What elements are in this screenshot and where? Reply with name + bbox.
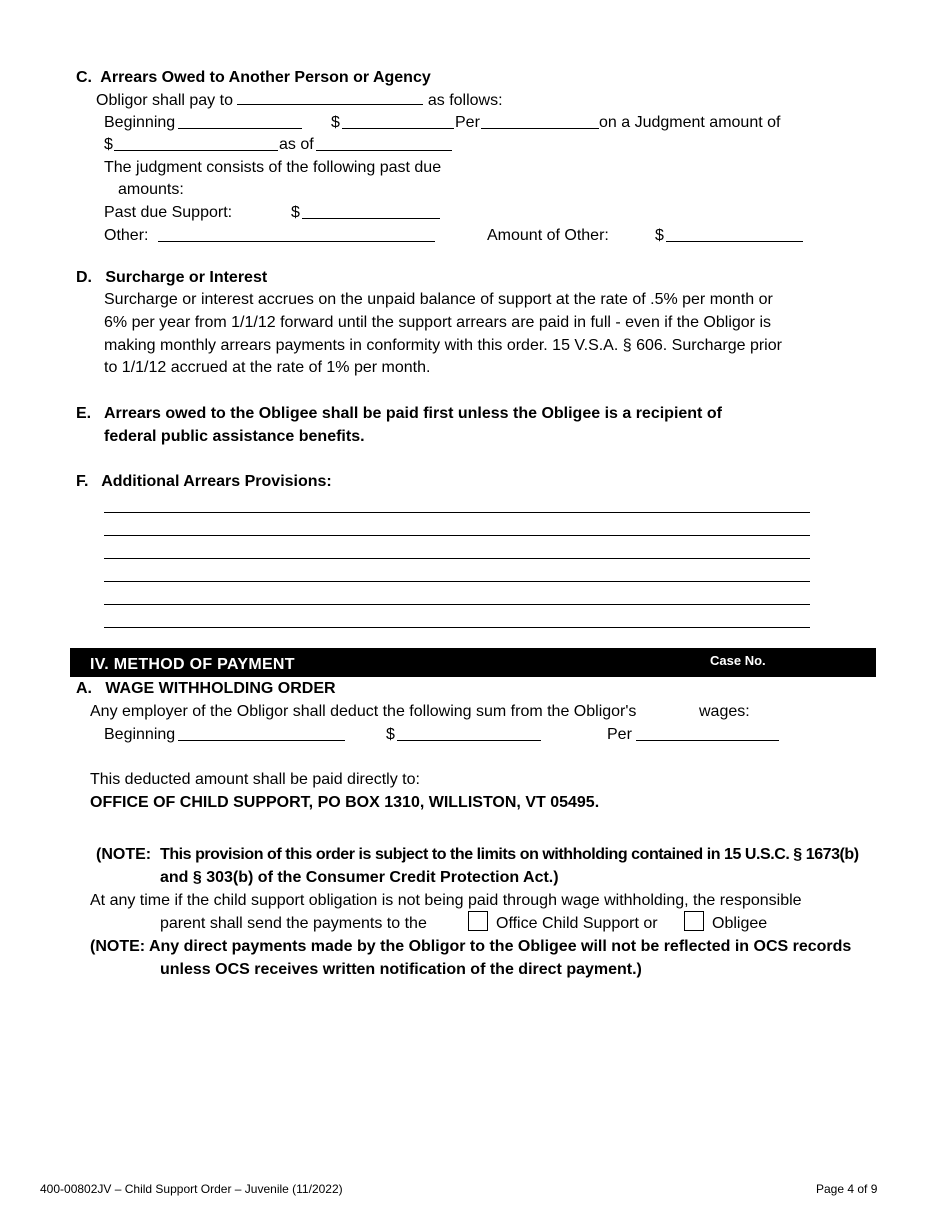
direct-payment-note: (NOTE: Any direct payments made by the Obligor to the Obligee will not be reflected in OCS records bbox=[90, 938, 852, 955]
section-iv-header bbox=[70, 648, 876, 677]
provision-line[interactable] bbox=[104, 581, 810, 582]
employer-text: Any employer of the Obligor shall deduct the following sum from the Obligor's bbox=[90, 703, 637, 720]
beginning-field[interactable] bbox=[178, 114, 302, 129]
pay-to-label: Obligor shall pay to bbox=[96, 92, 238, 109]
per-field[interactable] bbox=[481, 114, 599, 129]
ocs-address: OFFICE OF CHILD SUPPORT, PO BOX 1310, WILLISTON, VT 05495. bbox=[90, 794, 600, 811]
per-label: Per bbox=[455, 114, 480, 131]
dollar-sign: $ bbox=[386, 726, 395, 743]
section-e-letter: E. bbox=[76, 405, 92, 422]
wage-withholding-heading: A. WAGE WITHHOLDING ORDER bbox=[76, 680, 336, 697]
dollar-sign: $ bbox=[104, 136, 113, 153]
section-d-heading: D. Surcharge or Interest bbox=[76, 269, 268, 286]
note-label: (NOTE: bbox=[96, 846, 152, 863]
judgment-amount-field[interactable] bbox=[114, 136, 278, 151]
obligee-checkbox[interactable] bbox=[684, 911, 704, 931]
provision-line[interactable] bbox=[104, 604, 810, 605]
section-e-line: Arrears owed to the Obligee shall be paid first unless the Obligee is a recipient of bbox=[104, 405, 722, 422]
as-of-field[interactable] bbox=[316, 136, 452, 151]
surcharge-line: to 1/1/12 accrued at the rate of 1% per month. bbox=[104, 359, 431, 376]
other-field[interactable] bbox=[158, 227, 435, 242]
paid-to-text: This deducted amount shall be paid directly to: bbox=[90, 771, 420, 788]
beginning-label: Beginning bbox=[104, 114, 176, 131]
send-payments-text: parent shall send the payments to the bbox=[160, 915, 427, 932]
note-text: and § 303(b) of the Consumer Credit Protection Act.) bbox=[160, 869, 559, 886]
dollar-sign: $ bbox=[331, 114, 340, 131]
judgment-label: on a Judgment amount of bbox=[599, 114, 781, 131]
wage-beginning-label: Beginning bbox=[104, 726, 176, 743]
surcharge-line: making monthly arrears payments in conformity with this order. 15 V.S.A. § 606. Surcharge prior bbox=[104, 337, 782, 354]
dollar-sign: $ bbox=[291, 204, 300, 221]
dollar-sign: $ bbox=[655, 227, 664, 244]
pay-to-field[interactable] bbox=[237, 90, 423, 105]
wage-amount-field[interactable] bbox=[397, 726, 541, 741]
section-e-line: federal public assistance benefits. bbox=[104, 428, 365, 445]
pay-to-line bbox=[96, 90, 503, 111]
as-of-label: as of bbox=[279, 136, 314, 153]
amounts-text: amounts: bbox=[118, 181, 184, 198]
wages-text: wages: bbox=[699, 703, 750, 720]
any-time-text: At any time if the child support obligation is not being paid through wage withholding, the responsible bbox=[90, 892, 802, 909]
wage-per-label: Per bbox=[607, 726, 632, 743]
past-due-support-field[interactable] bbox=[302, 204, 440, 219]
note-text: This provision of this order is subject to the limits on withholding contained in 15 U.S.C. § 1673(b) bbox=[160, 846, 859, 863]
page-number: Page 4 of 9 bbox=[816, 1182, 878, 1196]
other-label: Other: bbox=[104, 227, 153, 244]
provision-line[interactable] bbox=[104, 558, 810, 559]
office-child-support-label: Office Child Support or bbox=[496, 915, 658, 932]
section-iv-title: IV. METHOD OF PAYMENT bbox=[90, 656, 295, 673]
section-f-heading: F. Additional Arrears Provisions: bbox=[76, 473, 332, 490]
direct-payment-note: unless OCS receives written notification of the direct payment.) bbox=[160, 961, 642, 978]
provision-line[interactable] bbox=[104, 627, 810, 628]
amount-of-other-field[interactable] bbox=[666, 227, 803, 242]
wage-beginning-field[interactable] bbox=[178, 726, 345, 741]
form-id: 400-00802JV – Child Support Order – Juvenile (11/2022) bbox=[40, 1182, 343, 1196]
as-follows-label: as follows: bbox=[423, 92, 503, 109]
amount-field[interactable] bbox=[342, 114, 454, 129]
provision-line[interactable] bbox=[104, 535, 810, 536]
wage-per-field[interactable] bbox=[636, 726, 779, 741]
amount-of-other-label: Amount of Other: bbox=[487, 227, 609, 244]
consists-text: The judgment consists of the following past due bbox=[104, 159, 442, 176]
case-number-label: Case No. bbox=[710, 653, 766, 668]
section-c-heading: C. Arrears Owed to Another Person or Agency bbox=[76, 69, 431, 86]
surcharge-line: 6% per year from 1/1/12 forward until the support arrears are paid in full - even if the Obligor is bbox=[104, 314, 771, 331]
provision-line[interactable] bbox=[104, 512, 810, 513]
obligee-label: Obligee bbox=[712, 915, 768, 932]
past-due-support-label: Past due Support: bbox=[104, 204, 233, 221]
surcharge-line: Surcharge or interest accrues on the unpaid balance of support at the rate of .5% per month or bbox=[104, 291, 773, 308]
office-child-support-checkbox[interactable] bbox=[468, 911, 488, 931]
